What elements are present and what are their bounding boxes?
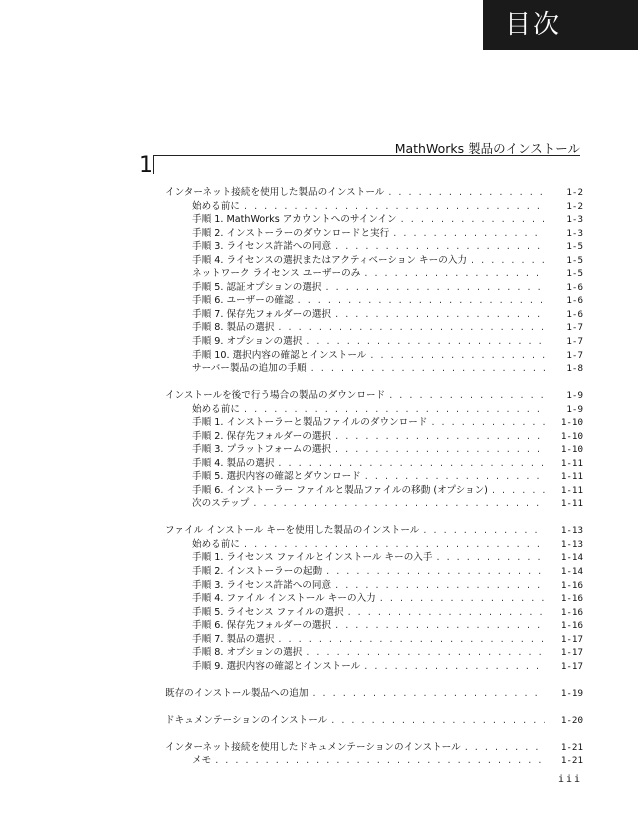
toc-entry[interactable]	[165, 754, 583, 768]
toc-entry[interactable]	[165, 551, 583, 565]
toc-entry-label: 手順 9. オプションの選択	[192, 336, 303, 348]
toc-entry-label: 手順 3. プラットフォームの選択	[192, 444, 332, 456]
toc-entry-label: 手順 2. 保存先フォルダーの選択	[192, 430, 332, 442]
toc-entry-label: 手順 1. インストーラーと製品ファイルのダウンロード	[192, 417, 428, 429]
toc-entry-page: 1-8	[566, 363, 583, 375]
dot-leader	[348, 606, 545, 620]
toc-entry[interactable]	[165, 633, 583, 647]
toc-entry-page: 1-21	[560, 741, 583, 753]
toc-entry-label: 次のステップ	[192, 498, 250, 510]
dot-leader	[312, 687, 545, 701]
dot-leader	[326, 565, 545, 579]
toc-entry-label: 手順 7. 製品の選択	[192, 633, 275, 645]
dot-leader	[311, 362, 545, 376]
toc-entry-label: 手順 10. 選択内容の確認とインストール	[192, 349, 367, 361]
toc-entry[interactable]	[165, 294, 583, 308]
chapter-rule-horizontal	[153, 155, 580, 156]
dot-leader	[492, 484, 545, 498]
toc-entry[interactable]	[165, 403, 583, 417]
dot-leader	[370, 349, 545, 363]
toc-entry-page: 1-3	[566, 214, 583, 226]
toc-entry[interactable]	[165, 254, 583, 268]
toc-entry[interactable]	[165, 267, 583, 281]
toc-section	[165, 741, 583, 768]
toc-entry-label: 手順 4. ファイル インストール キーの入力	[192, 593, 376, 605]
toc-section-heading[interactable]	[165, 524, 583, 538]
toc-entry-page: 1-6	[566, 308, 583, 320]
toc-entry[interactable]	[165, 281, 583, 295]
dot-leader	[335, 619, 545, 633]
toc-entry-page: 1-7	[566, 336, 583, 348]
toc-entry-label: 手順 5. 認証オプションの選択	[192, 281, 322, 293]
toc-entry-page: 1-2	[566, 200, 583, 212]
toc-entry[interactable]	[165, 565, 583, 579]
toc-entry-page: 1-16	[560, 620, 583, 632]
toc-entry-label: 手順 9. 選択内容の確認とインストール	[192, 660, 361, 672]
toc-entry-label: 始める前に	[192, 200, 240, 212]
dot-leader	[364, 267, 545, 281]
toc-entry-page: 1-10	[560, 430, 583, 442]
toc-header-title: 目次	[505, 10, 562, 40]
dot-leader	[253, 497, 545, 511]
dot-leader	[364, 660, 545, 674]
dot-leader	[278, 633, 545, 647]
toc-entry-page: 1-19	[560, 687, 583, 699]
toc-entry-page: 1-11	[560, 484, 583, 496]
toc-entry-label: インターネット接続を使用した製品のインストール	[165, 187, 385, 198]
toc-header	[483, 0, 638, 50]
toc-section	[165, 186, 583, 376]
toc-entry-page: 1-5	[566, 254, 583, 266]
toc-entry-label: 手順 6. ユーザーの確認	[192, 295, 294, 307]
toc-entry-label: 手順 6. 保存先フォルダーの選択	[192, 620, 332, 632]
toc-entry-page: 1-10	[560, 444, 583, 456]
toc-entry-label: 手順 4. ライセンスの選択またはアクティベーション キーの入力	[192, 254, 468, 266]
toc-entry-page: 1-21	[560, 755, 583, 767]
dot-leader	[393, 227, 545, 241]
dot-leader	[278, 457, 545, 471]
toc-entry[interactable]	[165, 200, 583, 214]
dot-leader	[244, 200, 545, 214]
toc-entry[interactable]	[165, 660, 583, 674]
toc-entry-label: サーバー製品の追加の手順	[192, 363, 307, 375]
dot-leader	[215, 754, 545, 768]
toc-entry-label: 手順 1. ライセンス ファイルとインストール キーの入手	[192, 552, 433, 564]
toc-entry-label: ネットワーク ライセンス ユーザーのみ	[192, 268, 361, 280]
dot-leader	[244, 538, 545, 552]
toc-section	[165, 714, 583, 728]
toc-entry[interactable]	[165, 335, 583, 349]
toc-entry[interactable]	[165, 240, 583, 254]
toc-entry-label: 手順 5. 選択内容の確認とダウンロード	[192, 471, 361, 483]
toc-entry[interactable]	[165, 497, 583, 511]
dot-leader	[423, 524, 545, 538]
toc-entry-label: 既存のインストール製品への追加	[165, 687, 309, 699]
toc-entry[interactable]	[165, 592, 583, 606]
toc-entry[interactable]	[165, 484, 583, 498]
chapter-rule-vertical	[153, 155, 154, 174]
toc-entry-page: 1-11	[560, 457, 583, 469]
toc-section-heading[interactable]	[165, 186, 583, 200]
dot-leader	[335, 443, 545, 457]
toc-entry[interactable]	[165, 430, 583, 444]
dot-leader	[335, 579, 545, 593]
toc-entry-label: ファイル インストール キーを使用した製品のインストール	[165, 525, 420, 537]
toc-entry[interactable]	[165, 227, 583, 241]
dot-leader	[389, 389, 545, 403]
dot-leader	[431, 416, 545, 430]
toc-entry-page: 1-7	[566, 322, 583, 334]
dot-leader	[401, 213, 545, 227]
toc-section-heading[interactable]	[165, 741, 583, 755]
toc-entry-label: インターネット接続を使用したドキュメンテーションのインストール	[165, 741, 461, 753]
toc-entry[interactable]	[165, 579, 583, 593]
toc-section	[165, 687, 583, 701]
page-number: iii	[557, 774, 582, 785]
toc-entry-page: 1-2	[566, 187, 583, 198]
dot-leader	[388, 186, 545, 200]
toc-entry-label: 始める前に	[192, 403, 240, 415]
toc-entry-label: 手順 8. オプションの選択	[192, 647, 303, 659]
toc-entry[interactable]	[165, 321, 583, 335]
toc-entry-page: 1-5	[566, 268, 583, 280]
toc-entry-page: 1-13	[560, 538, 583, 550]
toc-entry-page: 1-16	[560, 606, 583, 618]
toc-entry[interactable]	[165, 443, 583, 457]
dot-leader	[331, 714, 545, 728]
dot-leader	[335, 308, 545, 322]
toc-entry-label: 手順 6. インストーラー ファイルと製品ファイルの移動 (オプション)	[192, 484, 488, 496]
dot-leader	[436, 551, 545, 565]
toc-entry-page: 1-3	[566, 227, 583, 239]
chapter-number: 1	[139, 153, 153, 178]
chapter-title: MathWorks 製品のインストール	[394, 141, 580, 156]
toc-entry[interactable]	[165, 606, 583, 620]
dot-leader	[298, 294, 545, 308]
dot-leader	[471, 254, 545, 268]
toc-entry[interactable]	[165, 349, 583, 363]
toc-section	[165, 524, 583, 673]
toc-entry[interactable]	[165, 470, 583, 484]
toc-entry-page: 1-6	[566, 295, 583, 307]
toc-entry-label: 始める前に	[192, 538, 240, 550]
toc-entry-label: 手順 3. ライセンス許諾への同意	[192, 579, 332, 591]
toc-entry-label: 手順 2. インストーラーのダウンロードと実行	[192, 227, 390, 239]
dot-leader	[278, 321, 545, 335]
toc-section	[165, 389, 583, 511]
toc-entry-page: 1-10	[560, 417, 583, 429]
toc-section-heading[interactable]	[165, 687, 583, 701]
toc-entry[interactable]	[165, 213, 583, 227]
toc-entry[interactable]	[165, 619, 583, 633]
dot-leader	[380, 592, 545, 606]
toc-entry-page: 1-14	[560, 552, 583, 564]
toc-entry[interactable]	[165, 457, 583, 471]
toc-entry-page: 1-17	[560, 633, 583, 645]
table-of-contents	[165, 186, 583, 781]
toc-entry-page: 1-20	[560, 714, 583, 726]
toc-entry-label: ドキュメンテーションのインストール	[165, 714, 328, 726]
toc-entry[interactable]	[165, 538, 583, 552]
toc-entry-label: 手順 5. ライセンス ファイルの選択	[192, 606, 344, 618]
toc-entry-page: 1-17	[560, 660, 583, 672]
toc-entry-page: 1-11	[560, 471, 583, 483]
toc-entry-page: 1-9	[566, 390, 583, 402]
toc-entry-page: 1-9	[566, 403, 583, 415]
toc-entry-label: メモ	[192, 755, 212, 767]
toc-entry-label: インストールを後で行う場合の製品のダウンロード	[165, 390, 386, 402]
dot-leader	[306, 646, 545, 660]
toc-section-heading[interactable]	[165, 389, 583, 403]
dot-leader	[335, 430, 545, 444]
toc-entry-page: 1-14	[560, 566, 583, 577]
toc-entry[interactable]	[165, 308, 583, 322]
dot-leader	[244, 403, 545, 417]
toc-entry-page: 1-5	[566, 241, 583, 253]
toc-entry[interactable]	[165, 646, 583, 660]
dot-leader	[306, 335, 545, 349]
dot-leader	[335, 240, 545, 254]
toc-entry[interactable]	[165, 362, 583, 376]
toc-entry-label: 手順 3. ライセンス許諾への同意	[192, 241, 332, 253]
toc-entry-label: 手順 1. MathWorks アカウントへのサインイン	[192, 214, 397, 226]
toc-section-heading[interactable]	[165, 714, 583, 728]
toc-entry-label: 手順 2. インストーラーの起動	[192, 566, 323, 577]
toc-entry-label: 手順 8. 製品の選択	[192, 322, 275, 334]
dot-leader	[465, 741, 545, 755]
toc-entry-page: 1-16	[560, 579, 583, 591]
toc-entry-page: 1-17	[560, 647, 583, 659]
dot-leader	[326, 281, 545, 295]
dot-leader	[365, 470, 545, 484]
toc-entry-page: 1-13	[560, 525, 583, 537]
toc-entry-page: 1-7	[566, 349, 583, 361]
toc-entry-page: 1-6	[566, 281, 583, 293]
toc-entry-page: 1-11	[560, 498, 583, 510]
toc-entry-label: 手順 4. 製品の選択	[192, 457, 275, 469]
toc-entry-label: 手順 7. 保存先フォルダーの選択	[192, 308, 332, 320]
toc-entry-page: 1-16	[560, 593, 583, 605]
toc-entry[interactable]	[165, 416, 583, 430]
